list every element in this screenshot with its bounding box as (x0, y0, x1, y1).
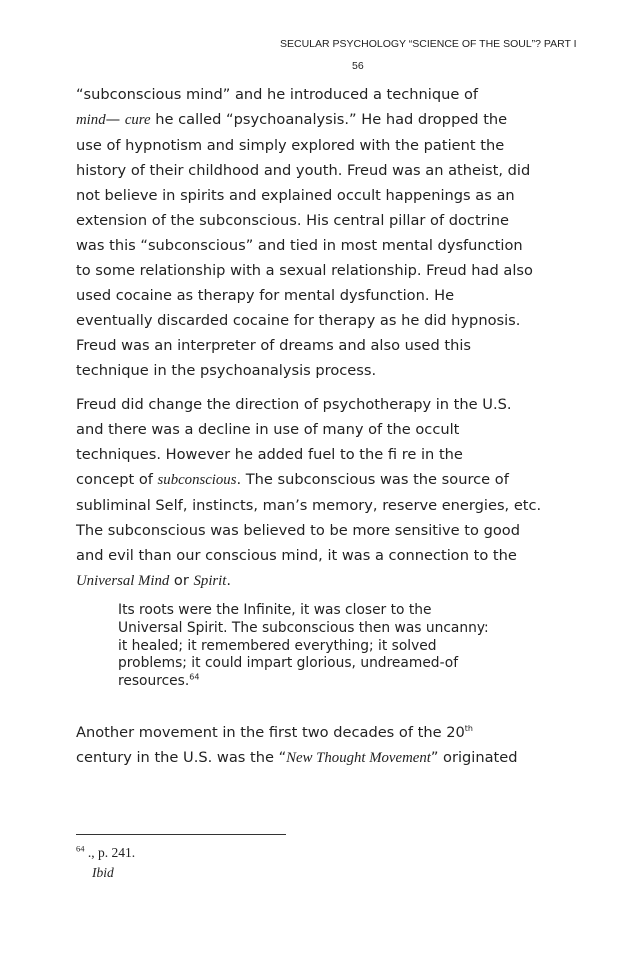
text-line (76, 568, 576, 594)
italic-term: Universal Mind (76, 573, 170, 589)
text-run: resources. (118, 673, 190, 690)
text-line: and evil than our conscious mind, it was a connection to the (76, 547, 517, 564)
text-run: . (226, 572, 232, 589)
text-line: to some relationship with a sexual relationship. Freud had also (76, 262, 533, 279)
quote-line: problems; it could impart glorious, undreamed-of (118, 655, 459, 672)
italic-term: cure (124, 112, 151, 128)
paragraph-1 (76, 82, 576, 383)
quote-line: Universal Spirit. The subconscious then was uncanny: (118, 619, 489, 636)
text-run: he called “psychoanalysis.” He had dropped the (150, 111, 508, 128)
text-line: was this “subconscious” and tied in most mental dysfunction (76, 237, 523, 254)
quote-line: it healed; it remembered everything; it solved (118, 637, 437, 654)
italic-term: subconscious (157, 472, 237, 488)
page-number: 56 (352, 60, 364, 72)
text-line: history of their childhood and youth. Freud was an atheist, did (76, 162, 531, 179)
text-line (76, 720, 576, 745)
text-line (76, 467, 576, 493)
ordinal-suffix: th (464, 724, 474, 734)
text-line: not believe in spirits and explained occult happenings as an (76, 187, 515, 204)
footnote-reference[interactable]: 64 (189, 672, 200, 682)
running-header: SECULAR PSYCHOLOGY “SCIENCE OF THE SOUL”? PART I (280, 38, 577, 50)
footnote-ibid: Ibid (92, 865, 114, 880)
text-line: eventually discarded cocaine for therapy as he did hypnosis. (76, 312, 521, 329)
quote-line: Its roots were the Infinite, it was closer to the (118, 602, 432, 618)
text-line: use of hypnotism and simply explored with the patient the (76, 137, 505, 154)
text-run: Another movement in the first two decades of the 20 (76, 724, 465, 741)
text-line: “subconscious mind” and he introduced a technique of (76, 86, 479, 103)
footnote-number: 64 (76, 843, 85, 854)
block-quote (118, 602, 558, 691)
text-line (76, 745, 576, 771)
text-run: concept of (76, 471, 158, 488)
italic-term: Spirit (193, 573, 227, 589)
quote-line (118, 673, 558, 691)
text-line: Freud was an interpreter of dreams and also used this (76, 337, 472, 354)
italic-term: mind (76, 112, 106, 128)
dash: — (105, 111, 125, 128)
text-line: technique in the psychoanalysis process. (76, 362, 377, 379)
text-line: extension of the subconscious. His central pillar of doctrine (76, 212, 509, 229)
paragraph-2 (76, 392, 576, 594)
text-line (76, 107, 576, 133)
footnote-separator (76, 834, 286, 835)
italic-term: New Thought Movement (286, 750, 431, 766)
text-line: Freud did change the direction of psychotherapy in the U.S. (76, 396, 512, 413)
text-line: used cocaine as therapy for mental dysfunction. He (76, 287, 455, 304)
text-run: ” originated (430, 749, 518, 766)
text-line: techniques. However he added fuel to the fi re in the (76, 446, 463, 463)
text-run: century in the U.S. was the “ (76, 749, 287, 766)
paragraph-3 (76, 720, 576, 771)
text-line: subliminal Self, instincts, man’s memory, reserve energies, etc. (76, 497, 542, 514)
footnote-line (76, 843, 135, 863)
text-line: and there was a decline in use of many of the occult (76, 421, 460, 438)
footnote-text: ., p. 241. (84, 845, 136, 860)
text-line: The subconscious was believed to be more sensitive to good (76, 522, 520, 539)
footnote (76, 843, 135, 883)
text-run: . The subconscious was the source of (236, 471, 509, 488)
text-run: or (169, 572, 194, 589)
